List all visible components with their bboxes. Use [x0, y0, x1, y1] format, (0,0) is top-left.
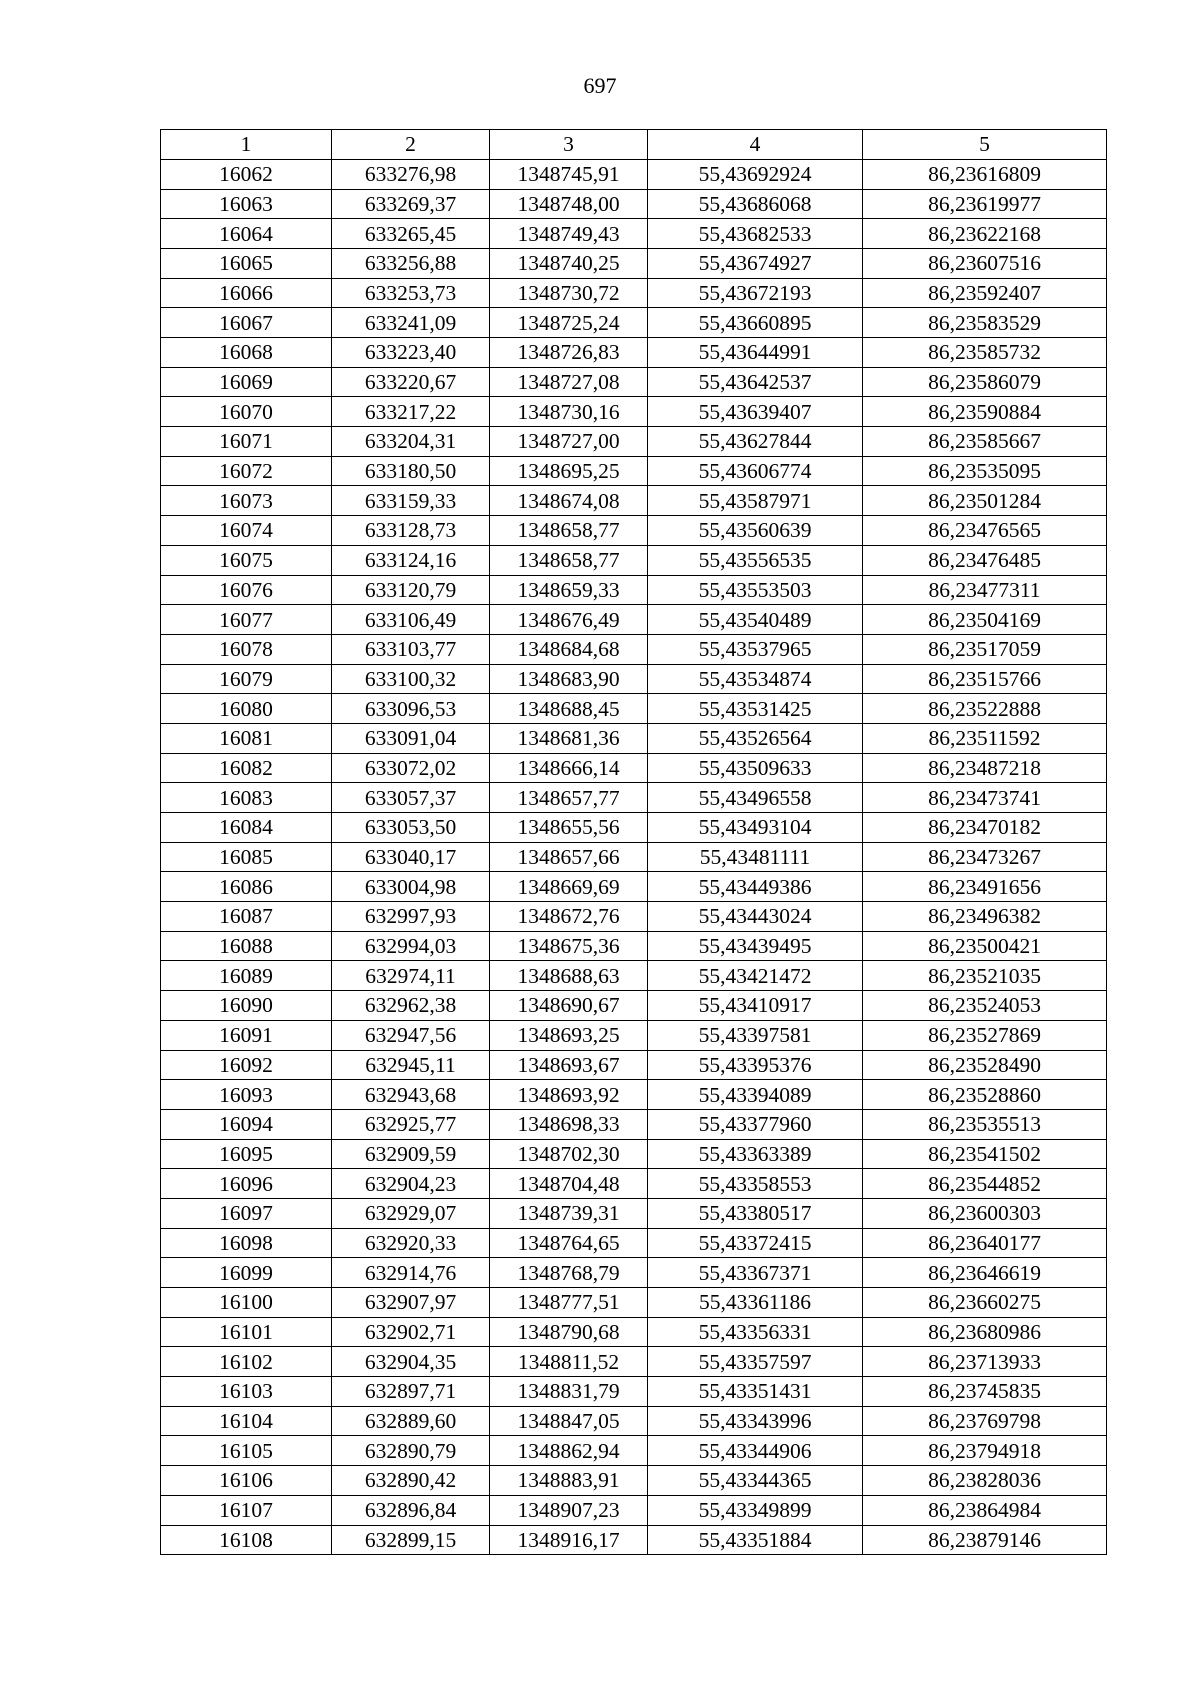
table-cell-col-4: 55,43358553: [648, 1169, 863, 1199]
table-cell-col-5: 86,23517059: [863, 634, 1107, 664]
table-cell-col-1: 16087: [161, 902, 332, 932]
table-cell-col-5: 86,23487218: [863, 753, 1107, 783]
table-cell-col-1: 16075: [161, 545, 332, 575]
table-cell-col-5: 86,23713933: [863, 1347, 1107, 1377]
table-cell-col-4: 55,43357597: [648, 1347, 863, 1377]
table-cell-col-3: 1348883,91: [490, 1466, 648, 1496]
table-cell-col-3: 1348693,25: [490, 1020, 648, 1050]
table-cell-col-1: 16106: [161, 1466, 332, 1496]
table-cell-col-1: 16092: [161, 1050, 332, 1080]
table-cell-col-1: 16096: [161, 1169, 332, 1199]
table-cell-col-2: 633091,04: [332, 723, 490, 753]
table-cell-col-1: 16070: [161, 397, 332, 427]
table-cell-col-1: 16100: [161, 1288, 332, 1318]
table-cell-col-4: 55,43644991: [648, 338, 863, 368]
table-cell-col-2: 632947,56: [332, 1020, 490, 1050]
table-cell-col-4: 55,43439495: [648, 931, 863, 961]
table-cell-col-1: 16082: [161, 753, 332, 783]
table-cell-col-1: 16077: [161, 605, 332, 635]
table-row: [161, 1377, 1107, 1407]
table-cell-col-5: 86,23660275: [863, 1288, 1107, 1318]
table-row: [161, 1080, 1107, 1110]
table-cell-col-4: 55,43351431: [648, 1377, 863, 1407]
table-cell-col-3: 1348725,24: [490, 308, 648, 338]
table-cell-col-5: 86,23521035: [863, 961, 1107, 991]
table-cell-col-2: 633120,79: [332, 575, 490, 605]
table-cell-col-3: 1348740,25: [490, 248, 648, 278]
table-cell-col-2: 632890,79: [332, 1436, 490, 1466]
table-row: [161, 872, 1107, 902]
table-cell-col-1: 16102: [161, 1347, 332, 1377]
table-cell-col-3: 1348727,08: [490, 367, 648, 397]
table-cell-col-1: 16108: [161, 1525, 332, 1555]
table-row: [161, 723, 1107, 753]
table-cell-col-5: 86,23607516: [863, 248, 1107, 278]
table-cell-col-1: 16083: [161, 783, 332, 813]
table-cell-col-1: 16101: [161, 1317, 332, 1347]
table-cell-col-4: 55,43537965: [648, 634, 863, 664]
table-cell-col-3: 1348730,72: [490, 278, 648, 308]
table-cell-col-5: 86,23535095: [863, 456, 1107, 486]
table-cell-col-3: 1348674,08: [490, 486, 648, 516]
table-cell-col-1: 16094: [161, 1109, 332, 1139]
table-cell-col-1: 16097: [161, 1198, 332, 1228]
table-cell-col-5: 86,23528860: [863, 1080, 1107, 1110]
table-cell-col-3: 1348862,94: [490, 1436, 648, 1466]
table-cell-col-1: 16062: [161, 159, 332, 189]
table-cell-col-3: 1348727,00: [490, 427, 648, 457]
table-cell-col-5: 86,23527869: [863, 1020, 1107, 1050]
table-cell-col-3: 1348657,66: [490, 842, 648, 872]
table-cell-col-4: 55,43531425: [648, 694, 863, 724]
table-cell-col-2: 632929,07: [332, 1198, 490, 1228]
table-row: [161, 1198, 1107, 1228]
column-header-1: 1: [161, 130, 332, 160]
table-cell-col-3: 1348811,52: [490, 1347, 648, 1377]
table-cell-col-3: 1348683,90: [490, 664, 648, 694]
table-cell-col-3: 1348658,77: [490, 516, 648, 546]
table-row: [161, 545, 1107, 575]
table-row: [161, 1109, 1107, 1139]
table-row: [161, 248, 1107, 278]
table-cell-col-5: 86,23477311: [863, 575, 1107, 605]
table-cell-col-4: 55,43692924: [648, 159, 863, 189]
table-row: [161, 1258, 1107, 1288]
table-cell-col-4: 55,43642537: [648, 367, 863, 397]
table-cell-col-1: 16103: [161, 1377, 332, 1407]
table-cell-col-3: 1348681,36: [490, 723, 648, 753]
table-cell-col-1: 16085: [161, 842, 332, 872]
table-cell-col-2: 633103,77: [332, 634, 490, 664]
table-cell-col-1: 16098: [161, 1228, 332, 1258]
table-cell-col-2: 633096,53: [332, 694, 490, 724]
table-cell-col-5: 86,23622168: [863, 219, 1107, 249]
table-cell-col-1: 16105: [161, 1436, 332, 1466]
table-cell-col-5: 86,23496382: [863, 902, 1107, 932]
table-cell-col-4: 55,43534874: [648, 664, 863, 694]
table-cell-col-2: 632904,23: [332, 1169, 490, 1199]
table-row: [161, 1436, 1107, 1466]
table-row: [161, 1050, 1107, 1080]
table-cell-col-5: 86,23769798: [863, 1406, 1107, 1436]
table-row: [161, 842, 1107, 872]
table-cell-col-5: 86,23864984: [863, 1495, 1107, 1525]
table-cell-col-1: 16066: [161, 278, 332, 308]
table-row: [161, 605, 1107, 635]
table-cell-col-2: 633276,98: [332, 159, 490, 189]
table-cell-col-2: 632889,60: [332, 1406, 490, 1436]
table-cell-col-3: 1348658,77: [490, 545, 648, 575]
table-cell-col-5: 86,23504169: [863, 605, 1107, 635]
table-cell-col-4: 55,43509633: [648, 753, 863, 783]
table-cell-col-4: 55,43395376: [648, 1050, 863, 1080]
table-cell-col-1: 16068: [161, 338, 332, 368]
table-cell-col-3: 1348695,25: [490, 456, 648, 486]
table-cell-col-2: 632943,68: [332, 1080, 490, 1110]
table-cell-col-3: 1348745,91: [490, 159, 648, 189]
table-cell-col-5: 86,23476485: [863, 545, 1107, 575]
table-cell-col-5: 86,23640177: [863, 1228, 1107, 1258]
table-cell-col-5: 86,23500421: [863, 931, 1107, 961]
table-cell-col-5: 86,23586079: [863, 367, 1107, 397]
table-row: [161, 991, 1107, 1021]
table-cell-col-2: 632994,03: [332, 931, 490, 961]
table-row: [161, 575, 1107, 605]
table-cell-col-5: 86,23600303: [863, 1198, 1107, 1228]
table-cell-col-4: 55,43349899: [648, 1495, 863, 1525]
table-cell-col-1: 16104: [161, 1406, 332, 1436]
page-number: 697: [583, 73, 617, 98]
table-cell-col-4: 55,43639407: [648, 397, 863, 427]
table-cell-col-5: 86,23476565: [863, 516, 1107, 546]
table-cell-col-1: 16080: [161, 694, 332, 724]
table-cell-col-5: 86,23470182: [863, 813, 1107, 843]
table-cell-col-2: 633265,45: [332, 219, 490, 249]
table-cell-col-4: 55,43449386: [648, 872, 863, 902]
table-cell-col-5: 86,23585667: [863, 427, 1107, 457]
table-cell-col-3: 1348655,56: [490, 813, 648, 843]
table-cell-col-1: 16065: [161, 248, 332, 278]
table-cell-col-4: 55,43627844: [648, 427, 863, 457]
table-cell-col-2: 633053,50: [332, 813, 490, 843]
table-cell-col-1: 16072: [161, 456, 332, 486]
table-row: [161, 278, 1107, 308]
table-cell-col-4: 55,43356331: [648, 1317, 863, 1347]
table-row: [161, 1228, 1107, 1258]
coordinates-table: [160, 129, 1107, 1555]
table-cell-col-2: 633241,09: [332, 308, 490, 338]
table-row: [161, 427, 1107, 457]
table-cell-col-5: 86,23680986: [863, 1317, 1107, 1347]
table-cell-col-2: 632896,84: [332, 1495, 490, 1525]
table-cell-col-2: 632925,77: [332, 1109, 490, 1139]
table-cell-col-3: 1348831,79: [490, 1377, 648, 1407]
table-row: [161, 694, 1107, 724]
table-cell-col-4: 55,43682533: [648, 219, 863, 249]
table-cell-col-2: 633220,67: [332, 367, 490, 397]
table-cell-col-3: 1348684,68: [490, 634, 648, 664]
table-cell-col-5: 86,23473741: [863, 783, 1107, 813]
table-row: [161, 634, 1107, 664]
table-cell-col-3: 1348693,67: [490, 1050, 648, 1080]
table-cell-col-3: 1348688,63: [490, 961, 648, 991]
table-cell-col-4: 55,43372415: [648, 1228, 863, 1258]
table-cell-col-3: 1348730,16: [490, 397, 648, 427]
table-cell-col-4: 55,43421472: [648, 961, 863, 991]
table-cell-col-5: 86,23528490: [863, 1050, 1107, 1080]
column-header-3: 3: [490, 130, 648, 160]
table-cell-col-4: 55,43410917: [648, 991, 863, 1021]
table-cell-col-2: 632997,93: [332, 902, 490, 932]
table-cell-col-4: 55,43344365: [648, 1466, 863, 1496]
table-row: [161, 189, 1107, 219]
table-row: [161, 159, 1107, 189]
table-cell-col-2: 633217,22: [332, 397, 490, 427]
table-cell-col-3: 1348693,92: [490, 1080, 648, 1110]
table-cell-col-3: 1348690,67: [490, 991, 648, 1021]
table-cell-col-4: 55,43344906: [648, 1436, 863, 1466]
table-cell-col-1: 16093: [161, 1080, 332, 1110]
table-cell-col-1: 16089: [161, 961, 332, 991]
table-cell-col-1: 16063: [161, 189, 332, 219]
table-row: [161, 961, 1107, 991]
table-cell-col-3: 1348777,51: [490, 1288, 648, 1318]
table-cell-col-5: 86,23828036: [863, 1466, 1107, 1496]
table-cell-col-3: 1348768,79: [490, 1258, 648, 1288]
table-row: [161, 1020, 1107, 1050]
table-cell-col-5: 86,23585732: [863, 338, 1107, 368]
table-row: [161, 367, 1107, 397]
table-row: [161, 338, 1107, 368]
table-cell-col-1: 16078: [161, 634, 332, 664]
table-cell-col-2: 633100,32: [332, 664, 490, 694]
table-cell-col-3: 1348675,36: [490, 931, 648, 961]
table-row: [161, 1169, 1107, 1199]
table-cell-col-3: 1348659,33: [490, 575, 648, 605]
table-cell-col-5: 86,23524053: [863, 991, 1107, 1021]
table-cell-col-5: 86,23616809: [863, 159, 1107, 189]
table-cell-col-4: 55,43587971: [648, 486, 863, 516]
table-cell-col-1: 16084: [161, 813, 332, 843]
table-cell-col-3: 1348726,83: [490, 338, 648, 368]
table-cell-col-2: 633124,16: [332, 545, 490, 575]
table-row: [161, 1317, 1107, 1347]
table-cell-col-5: 86,23491656: [863, 872, 1107, 902]
table-cell-col-5: 86,23745835: [863, 1377, 1107, 1407]
table-cell-col-1: 16076: [161, 575, 332, 605]
table-cell-col-4: 55,43526564: [648, 723, 863, 753]
table-cell-col-5: 86,23541502: [863, 1139, 1107, 1169]
table-cell-col-5: 86,23646619: [863, 1258, 1107, 1288]
table-row: [161, 753, 1107, 783]
table-cell-col-4: 55,43606774: [648, 456, 863, 486]
table-cell-col-2: 633128,73: [332, 516, 490, 546]
table-header: [161, 130, 1107, 160]
table-row: [161, 486, 1107, 516]
table-cell-col-4: 55,43493104: [648, 813, 863, 843]
column-number-row: [161, 130, 1107, 160]
table-cell-col-1: 16071: [161, 427, 332, 457]
table-cell-col-4: 55,43343996: [648, 1406, 863, 1436]
table-row: [161, 1139, 1107, 1169]
table-cell-col-3: 1348669,69: [490, 872, 648, 902]
table-cell-col-3: 1348749,43: [490, 219, 648, 249]
table-cell-col-3: 1348847,05: [490, 1406, 648, 1436]
table-cell-col-4: 55,43672193: [648, 278, 863, 308]
table-cell-col-2: 633040,17: [332, 842, 490, 872]
table-cell-col-3: 1348702,30: [490, 1139, 648, 1169]
table-cell-col-4: 55,43380517: [648, 1198, 863, 1228]
table-cell-col-1: 16064: [161, 219, 332, 249]
column-header-5: 5: [863, 130, 1107, 160]
table-row: [161, 1347, 1107, 1377]
table-cell-col-4: 55,43686068: [648, 189, 863, 219]
table-cell-col-2: 632907,97: [332, 1288, 490, 1318]
table-cell-col-5: 86,23592407: [863, 278, 1107, 308]
table-cell-col-4: 55,43553503: [648, 575, 863, 605]
table-row: [161, 931, 1107, 961]
table-cell-col-4: 55,43556535: [648, 545, 863, 575]
table-cell-col-2: 632904,35: [332, 1347, 490, 1377]
table-row: [161, 1495, 1107, 1525]
table-cell-col-3: 1348907,23: [490, 1495, 648, 1525]
table-cell-col-2: 633004,98: [332, 872, 490, 902]
column-header-2: 2: [332, 130, 490, 160]
table-cell-col-5: 86,23501284: [863, 486, 1107, 516]
table-cell-col-2: 633159,33: [332, 486, 490, 516]
table-row: [161, 219, 1107, 249]
table-row: [161, 308, 1107, 338]
table-cell-col-1: 16091: [161, 1020, 332, 1050]
table-cell-col-5: 86,23794918: [863, 1436, 1107, 1466]
table-cell-col-3: 1348672,76: [490, 902, 648, 932]
table-body: [161, 159, 1107, 1554]
table-cell-col-2: 632962,38: [332, 991, 490, 1021]
table-cell-col-5: 86,23879146: [863, 1525, 1107, 1555]
table-cell-col-4: 55,43481111: [648, 842, 863, 872]
table-cell-col-1: 16079: [161, 664, 332, 694]
table-cell-col-5: 86,23515766: [863, 664, 1107, 694]
table-cell-col-4: 55,43443024: [648, 902, 863, 932]
table-cell-col-2: 633204,31: [332, 427, 490, 457]
table-cell-col-3: 1348666,14: [490, 753, 648, 783]
table-row: [161, 516, 1107, 546]
table-cell-col-3: 1348676,49: [490, 605, 648, 635]
table-cell-col-4: 55,43394089: [648, 1080, 863, 1110]
table-cell-col-4: 55,43363389: [648, 1139, 863, 1169]
table-cell-col-5: 86,23619977: [863, 189, 1107, 219]
table-row: [161, 1406, 1107, 1436]
table-row: [161, 397, 1107, 427]
table-cell-col-4: 55,43377960: [648, 1109, 863, 1139]
table-cell-col-2: 632914,76: [332, 1258, 490, 1288]
table-cell-col-2: 633269,37: [332, 189, 490, 219]
table-cell-col-2: 633072,02: [332, 753, 490, 783]
table-cell-col-5: 86,23590884: [863, 397, 1107, 427]
table-row: [161, 783, 1107, 813]
table-cell-col-1: 16099: [161, 1258, 332, 1288]
table-cell-col-1: 16086: [161, 872, 332, 902]
table-cell-col-1: 16081: [161, 723, 332, 753]
table-cell-col-1: 16090: [161, 991, 332, 1021]
table-cell-col-4: 55,43540489: [648, 605, 863, 635]
table-cell-col-4: 55,43367371: [648, 1258, 863, 1288]
table-cell-col-3: 1348790,68: [490, 1317, 648, 1347]
table-cell-col-3: 1348698,33: [490, 1109, 648, 1139]
table-cell-col-3: 1348916,17: [490, 1525, 648, 1555]
table-cell-col-4: 55,43496558: [648, 783, 863, 813]
table-cell-col-3: 1348688,45: [490, 694, 648, 724]
table-cell-col-3: 1348764,65: [490, 1228, 648, 1258]
table-row: [161, 664, 1107, 694]
table-row: [161, 1525, 1107, 1555]
table-cell-col-4: 55,43361186: [648, 1288, 863, 1318]
table-cell-col-2: 633223,40: [332, 338, 490, 368]
table-cell-col-5: 86,23583529: [863, 308, 1107, 338]
table-cell-col-3: 1348748,00: [490, 189, 648, 219]
table-cell-col-4: 55,43351884: [648, 1525, 863, 1555]
table-row: [161, 902, 1107, 932]
table-cell-col-1: 16074: [161, 516, 332, 546]
table-cell-col-2: 633180,50: [332, 456, 490, 486]
table-cell-col-2: 633253,73: [332, 278, 490, 308]
table-cell-col-3: 1348739,31: [490, 1198, 648, 1228]
table-row: [161, 1466, 1107, 1496]
table-cell-col-2: 632897,71: [332, 1377, 490, 1407]
table-cell-col-4: 55,43397581: [648, 1020, 863, 1050]
table-cell-col-2: 633057,37: [332, 783, 490, 813]
table-cell-col-5: 86,23511592: [863, 723, 1107, 753]
table-cell-col-2: 632902,71: [332, 1317, 490, 1347]
table-cell-col-4: 55,43660895: [648, 308, 863, 338]
column-header-4: 4: [648, 130, 863, 160]
table-cell-col-1: 16095: [161, 1139, 332, 1169]
table-row: [161, 813, 1107, 843]
table-cell-col-2: 633256,88: [332, 248, 490, 278]
table-cell-col-5: 86,23522888: [863, 694, 1107, 724]
table-row: [161, 1288, 1107, 1318]
table-cell-col-5: 86,23473267: [863, 842, 1107, 872]
table-cell-col-1: 16107: [161, 1495, 332, 1525]
table-cell-col-2: 632945,11: [332, 1050, 490, 1080]
table-cell-col-1: 16067: [161, 308, 332, 338]
table-cell-col-3: 1348657,77: [490, 783, 648, 813]
table-cell-col-1: 16069: [161, 367, 332, 397]
table-cell-col-2: 632890,42: [332, 1466, 490, 1496]
table-cell-col-1: 16073: [161, 486, 332, 516]
table-cell-col-2: 632899,15: [332, 1525, 490, 1555]
table-cell-col-2: 632974,11: [332, 961, 490, 991]
table-cell-col-4: 55,43674927: [648, 248, 863, 278]
table-cell-col-2: 632920,33: [332, 1228, 490, 1258]
table-cell-col-2: 632909,59: [332, 1139, 490, 1169]
table-cell-col-4: 55,43560639: [648, 516, 863, 546]
table-cell-col-5: 86,23544852: [863, 1169, 1107, 1199]
table-cell-col-5: 86,23535513: [863, 1109, 1107, 1139]
table-row: [161, 456, 1107, 486]
table-cell-col-1: 16088: [161, 931, 332, 961]
table-cell-col-3: 1348704,48: [490, 1169, 648, 1199]
table-cell-col-2: 633106,49: [332, 605, 490, 635]
